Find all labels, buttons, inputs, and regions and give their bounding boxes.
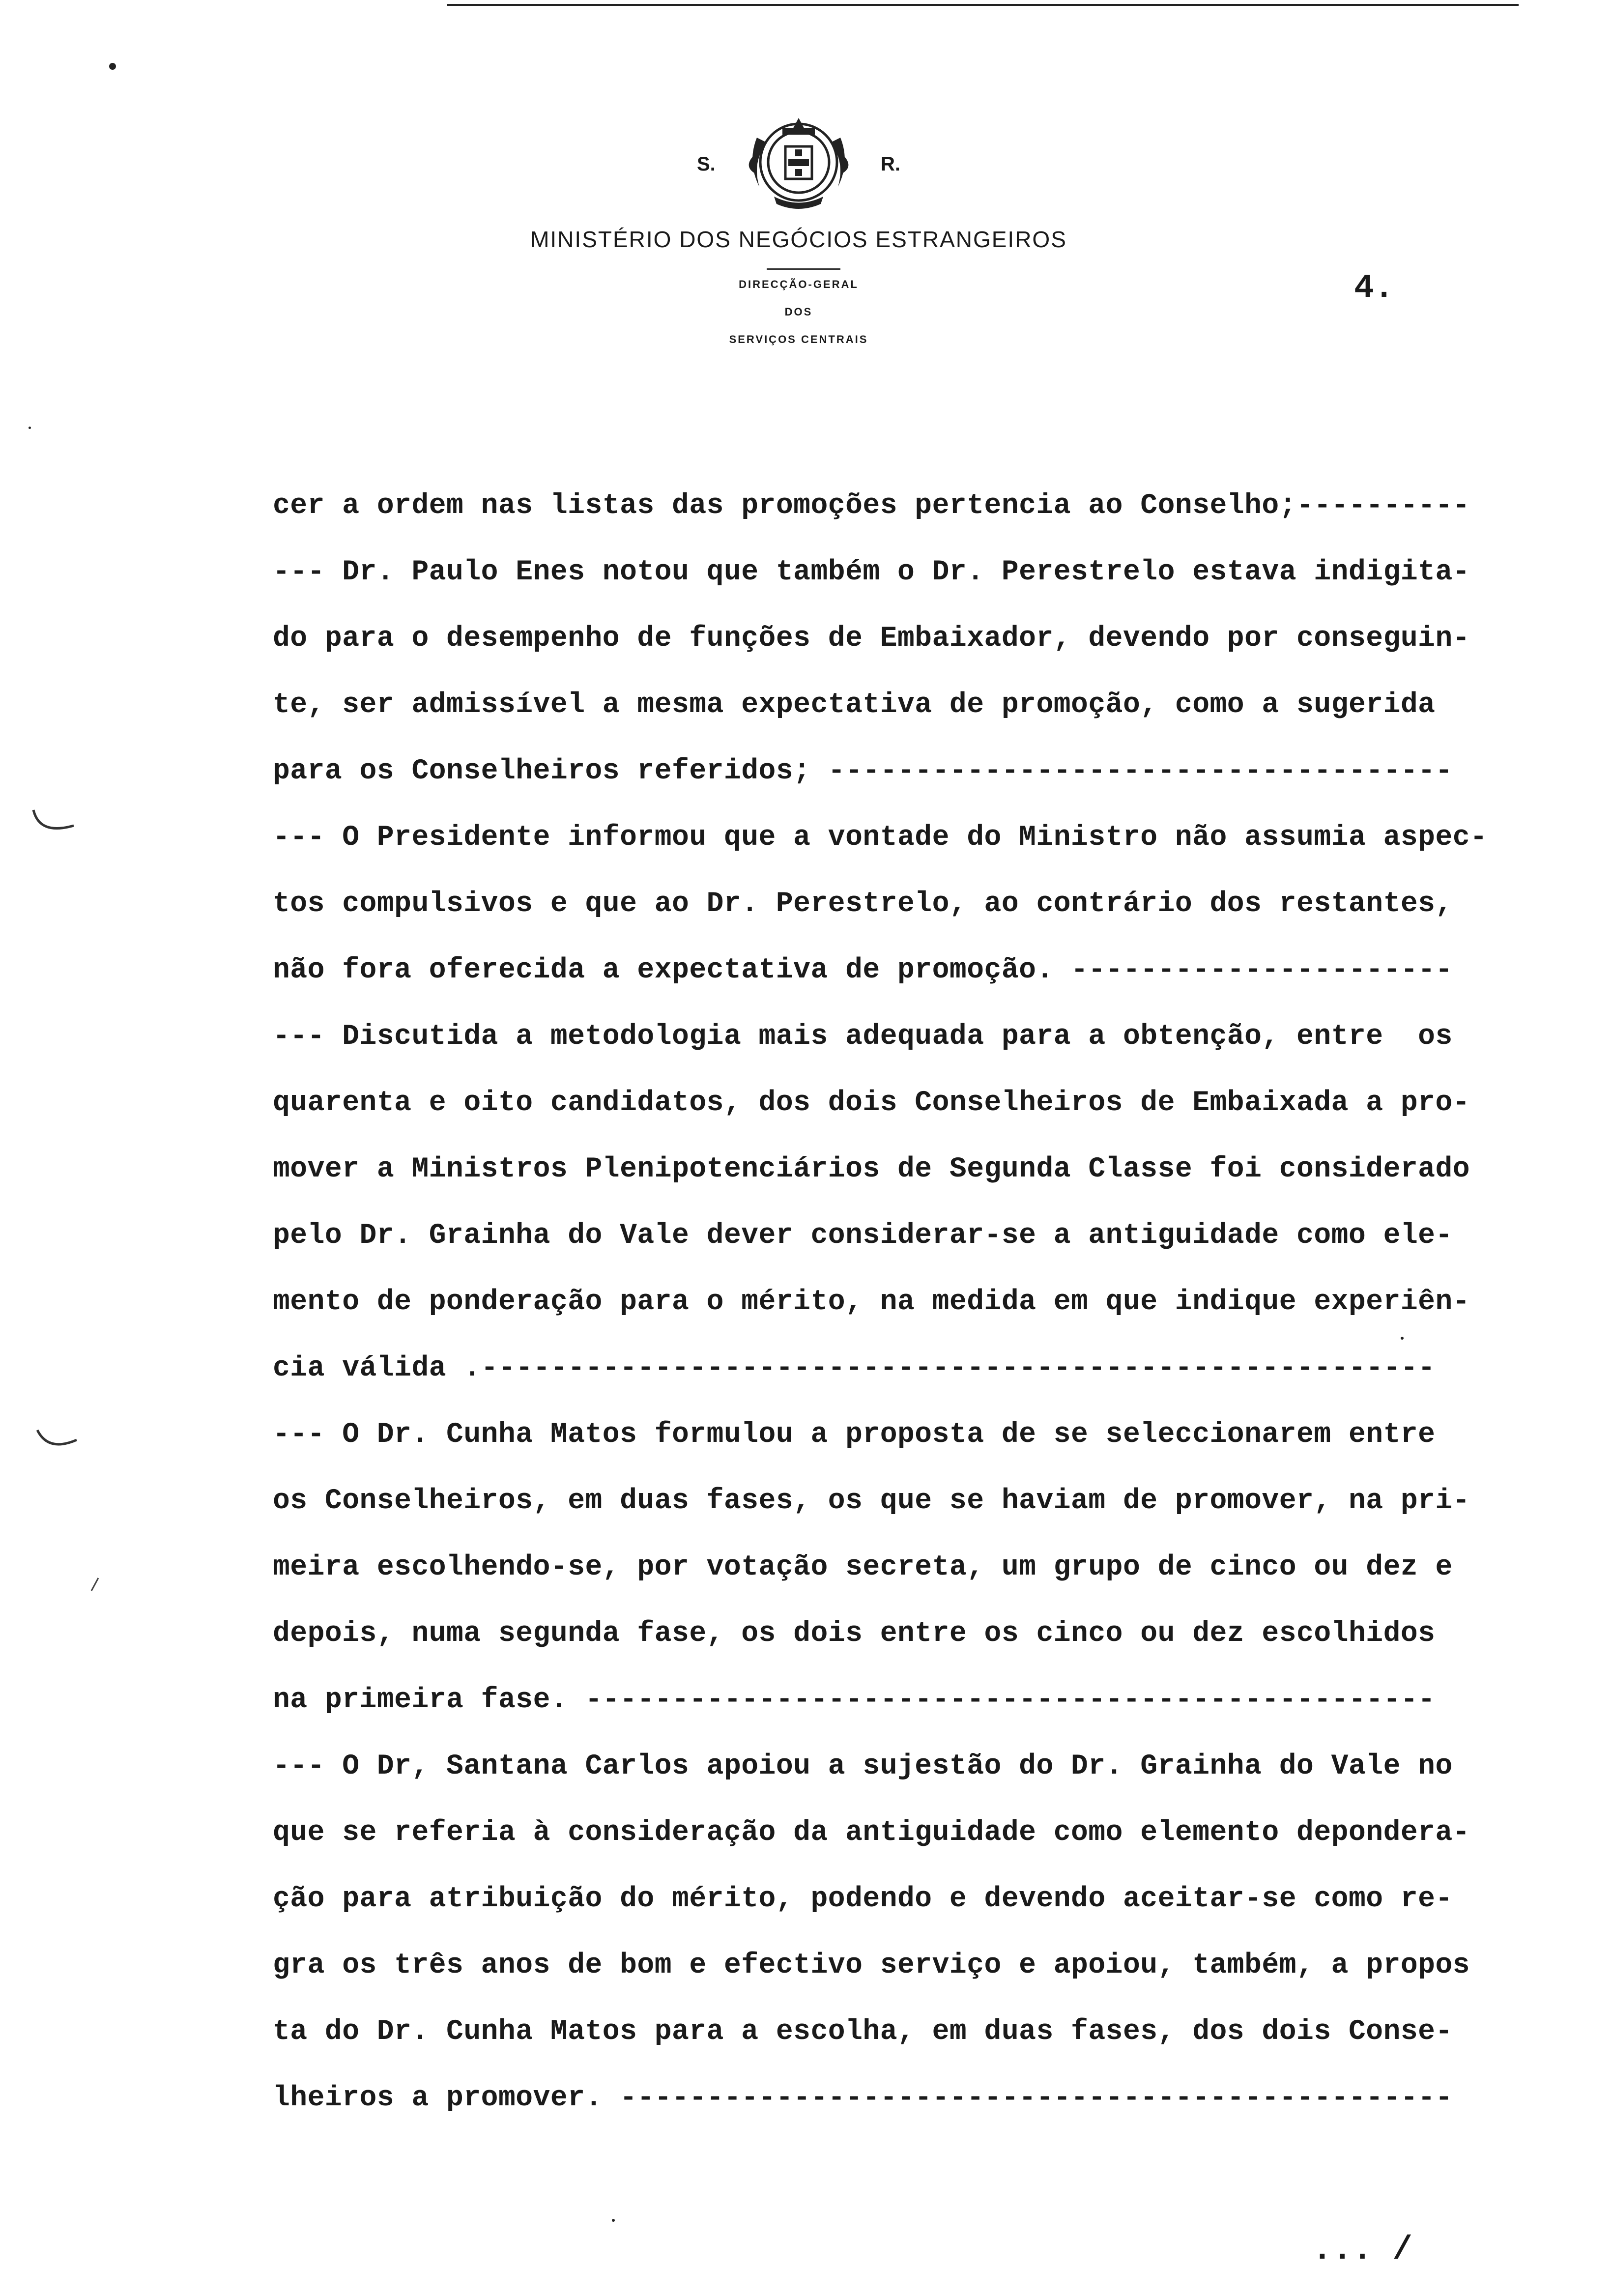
margin-mark-upper [29,806,79,840]
ink-speck [29,427,31,429]
coat-of-arms-emblem [737,108,860,211]
ministry-title: MINISTÉRIO DOS NEGÓCIOS ESTRANGEIROS [530,227,1067,252]
body-line: para os Conselheiros referidos; ------------------------------------ [273,755,1453,787]
ink-speck [612,2219,615,2222]
department-line-3: SERVIÇOS CENTRAIS [729,333,868,345]
body-line: --- O Presidente informou que a vontade do Ministro não assumia aspec- [273,822,1488,854]
crest-letter-left: S. [697,153,716,175]
body-line: do para o desempenho de funções de Embaixador, devendo por conseguin- [273,623,1470,655]
body-line: que se referia à consideração da antiguidade como elemento deponderа- [273,1817,1470,1849]
body-line: pelo Dr. Grainha do Vale dever considerar-se a antiguidade como ele- [273,1220,1453,1252]
body-line: --- O Dr. Cunha Matos formulou a proposta de se seleccionarem entre [273,1419,1436,1451]
crest-row [491,108,1106,221]
body-line: --- O Dr, Santana Carlos apoiou a sujestão do Dr. Grainha do Vale no [273,1751,1453,1782]
continuation-mark: ... / [1312,2231,1413,2269]
body-line: --- Discutida a metodologia mais adequada para a obtenção, entre os [273,1021,1453,1053]
ink-speck [109,63,116,70]
body-line: quarenta e oito candidatos, dos dois Conselheiros de Embaixada a pro- [273,1087,1470,1119]
body-line: na primeira fase. ------------------------------------------------- [273,1684,1436,1716]
body-line: gra os três anos de bom e efectivo serviço e apoiou, também, a propos [273,1950,1470,1981]
body-line: não fora oferecida a expectativa de promoção. ---------------------- [273,954,1453,986]
body-line: mover a Ministros Plenipotenciários de Segunda Classe foi considerado [273,1153,1470,1185]
body-line: meira escolhendo-se, por votação secreta, um grupo de cinco ou dez e [273,1551,1453,1583]
body-line: mento de ponderação para o mérito, na medida em que indique experiên- [273,1286,1470,1318]
page-number: 4. [1354,269,1394,307]
body-line: os Conselheiros, em duas fases, os que se haviam de promover, na pri- [273,1485,1470,1517]
department-line-1: DIRECÇÃO-GERAL [491,278,1106,291]
body-line: te, ser admissível a mesma expectativa de promoção, como a sugerida [273,689,1436,721]
document-body [273,473,1531,2131]
margin-tick [87,1575,102,1595]
body-line: --- Dr. Paulo Enes notou que também o Dr. Perestrelo estava indigita- [273,556,1470,588]
crest-letter-right: R. [881,153,900,175]
department-line-2: DOS [784,306,813,318]
body-line: depois, numa segunda fase, os dois entre os cinco ou dez escolhidos [273,1618,1436,1650]
body-line: ta do Dr. Cunha Matos para a escolha, em duas fases, dos dois Conse- [273,2016,1453,2048]
margin-mark-lower [33,1425,83,1460]
body-line: cia válida .------------------------------------------------------- [273,1352,1436,1384]
letterhead [491,108,1106,346]
body-line: lheiros a promover. ------------------------------------------------ [273,2082,1453,2114]
body-line: ção para atribuição do mérito, podendo e devendo aceitar-se como re- [273,1883,1453,1915]
top-edge-rule [447,4,1519,6]
body-line: tos compulsivos e que ao Dr. Perestrelo, ao contrário dos restantes, [273,888,1453,920]
body-line: cer a ordem nas listas das promoções pertencia ao Conselho;---------- [273,490,1470,522]
